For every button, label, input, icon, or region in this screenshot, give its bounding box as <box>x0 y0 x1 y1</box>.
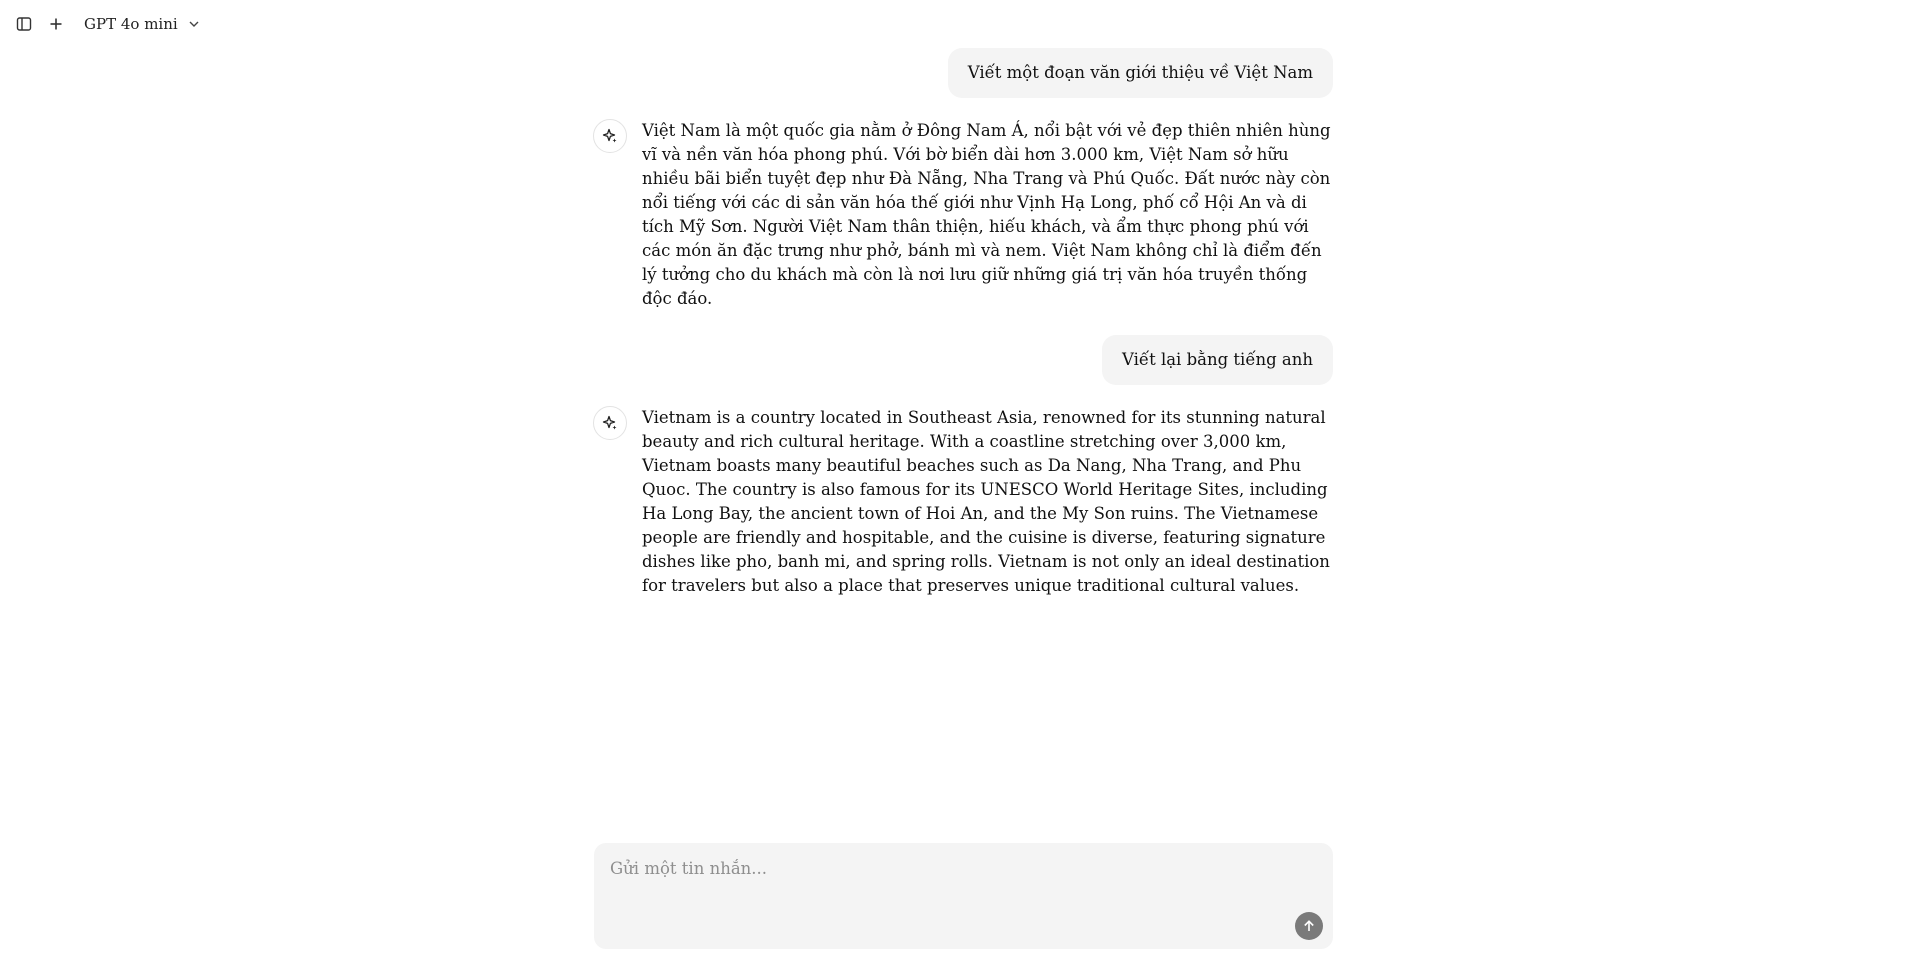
top-bar <box>0 0 1920 48</box>
model-selector[interactable] <box>84 12 200 36</box>
chevron-down-icon <box>188 18 200 30</box>
sidebar-toggle-button[interactable] <box>12 12 36 36</box>
arrow-up-icon <box>1302 919 1316 933</box>
message-composer <box>594 843 1333 949</box>
user-message-bubble: Viết lại bằng tiếng anh <box>1102 335 1333 385</box>
sparkle-icon <box>602 415 618 431</box>
assistant-avatar <box>593 119 627 153</box>
new-chat-button[interactable] <box>44 12 68 36</box>
user-message <box>593 48 1333 98</box>
sidebar-icon <box>16 16 32 32</box>
sparkle-icon <box>602 128 618 144</box>
assistant-message-text: Vietnam is a country located in Southeast Asia, renowned for its stunning natural beauty and rich cultural heritage. With a coastline stretching over 3,000 km, Vietnam boasts many beautiful beaches such as Da Nang, Nha Trang, and Phu Quoc. The country is also famous for its UNESCO World Heritage Sites, including Ha Long Bay, the ancient town of Hoi An, and the My Son ruins. The Vietnamese people are friendly and hospitable, and the cuisine is diverse, featuring signature dishes like pho, banh mi, and spring rolls. Vietnam is not only an ideal destination for travelers but also a place that preserves unique traditional cultural values. <box>642 408 1330 595</box>
plus-icon <box>49 17 63 31</box>
chat-thread <box>593 48 1333 598</box>
model-name: GPT 4o mini <box>84 15 178 33</box>
assistant-message <box>593 406 1333 598</box>
user-message <box>593 335 1333 385</box>
assistant-message-text: Việt Nam là một quốc gia nằm ở Đông Nam Á, nổi bật với vẻ đẹp thiên nhiên hùng vĩ và nền văn hóa phong phú. Với bờ biển dài hơn 3.000 km, Việt Nam sở hữu nhiều bãi biển tuyệt đẹp như Đà Nẵng, Nha Trang và Phú Quốc. Đất nước này còn nổi tiếng với các di sản văn hóa thế giới như Vịnh Hạ Long, phố cổ Hội An và di tích Mỹ Sơn. Người Việt Nam thân thiện, hiếu khách, và ẩm thực phong phú với các món ăn đặc trưng như phở, bánh mì và nem. Việt Nam không chỉ là điểm đến lý tưởng cho du khách mà còn là nơi lưu giữ những giá trị văn hóa truyền thống độc đáo. <box>642 121 1331 308</box>
message-input[interactable] <box>610 859 1310 909</box>
assistant-message <box>593 119 1333 311</box>
send-button[interactable] <box>1295 912 1323 940</box>
user-message-bubble: Viết một đoạn văn giới thiệu về Việt Nam <box>948 48 1333 98</box>
assistant-avatar <box>593 406 627 440</box>
